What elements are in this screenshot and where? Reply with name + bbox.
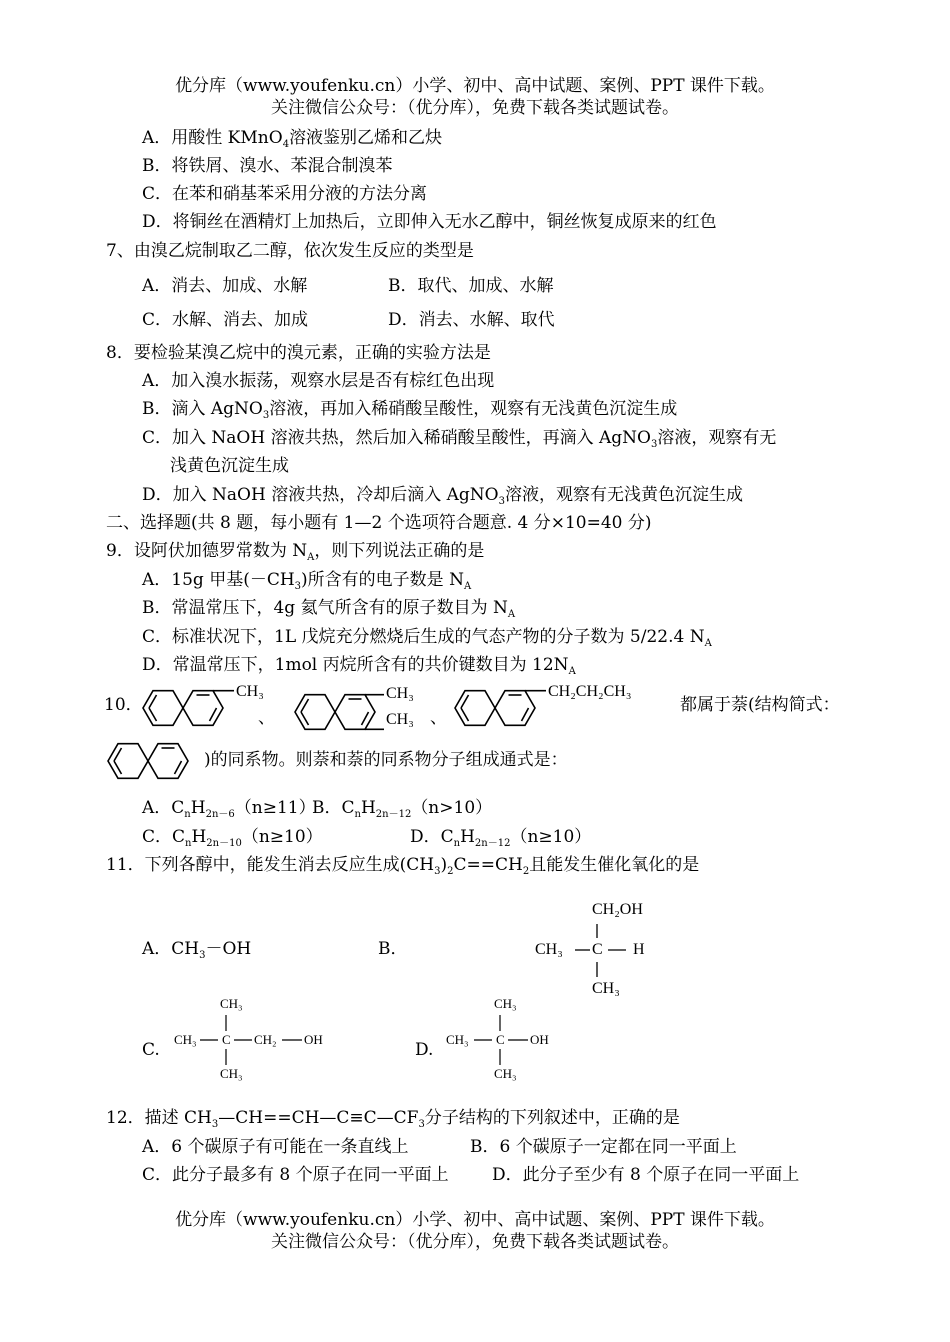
q9-option-d: D．常温常压下，1mol 丙烷所含有的共价键数目为 $12N_A$ <box>142 655 576 677</box>
q8-option-d: D．加入 NaOH 溶液共热，冷却后滴入 AgNO$_3$溶液，观察有无浅黄色沉淀生成 <box>142 485 743 507</box>
q6-option-b: B．将铁屑、溴水、苯混合制溴苯 <box>142 156 393 176</box>
q9-stem: 9．设阿伏加德罗常数为 $N_A$，则下列说法正确的是 <box>106 541 485 563</box>
q8-stem: 8．要检验某溴乙烷中的溴元素，正确的实验方法是 <box>106 343 491 363</box>
q12-option-b: B．6 个碳原子一定都在同一平面上 <box>470 1137 737 1157</box>
q11-d-center-carbon: C <box>496 1032 505 1047</box>
footer-line-1: 优分库（www.youfenku.cn）小学、初中、高中试题、案例、PPT 课件下载。 <box>175 1210 775 1230</box>
q11-c-bonds <box>196 1013 316 1073</box>
q8-option-b: B．滴入 AgNO$_3$溶液，再加入稀硝酸呈酸性，观察有无浅黄色沉淀生成 <box>142 399 678 421</box>
q11-d-right-group: OH <box>530 1032 549 1047</box>
q11-d-bonds <box>470 1013 540 1073</box>
q10-structure-2-substituent-top: CH₃ <box>386 685 414 702</box>
q8-option-c: C．加入 NaOH 溶液共热，然后加入稀硝酸呈酸性，再滴入 AgNO$_3$溶液，观察有无 <box>142 428 777 450</box>
q12-option-a: A．6 个碳原子有可能在一条直线上 <box>142 1137 409 1157</box>
header-line-2: 关注微信公众号：（优分库），免费下载各类试题试卷。 <box>271 98 679 118</box>
q11-c-center-carbon: C <box>222 1032 231 1047</box>
q8-option-a: A．加入溴水振荡，观察水层是否有棕红色出现 <box>142 371 495 391</box>
q11-d-bottom-group: CH₃ <box>494 1066 517 1081</box>
q10-option-a: A．$C_nH_{2n-6}(n\ge 11)$ <box>142 798 316 820</box>
q11-option-d-label: D. <box>415 1040 434 1060</box>
q10-option-d: D．$C_nH_{2n-12}(n\ge 10)$ <box>410 827 592 849</box>
q11-b-bottom-group: CH₃ <box>592 980 620 997</box>
q9-option-b: B．常温常压下，4g 氦气所含有的原子数目为 $N_A$ <box>142 598 516 620</box>
q11-d-top-group: CH₃ <box>494 996 517 1011</box>
q11-d-left-group: CH₃ <box>446 1032 469 1047</box>
q11-c-left-group: CH₃ <box>174 1032 197 1047</box>
naphthalene-propyl-structure <box>450 680 560 736</box>
q11-c-bottom-group: CH₃ <box>220 1066 243 1081</box>
q10-structure-2-substituent-bottom: CH₃ <box>386 711 414 728</box>
q11-b-right-group: H <box>633 941 645 958</box>
q9-option-c: C．标准状况下，1L 戊烷充分燃烧后生成的气态产物的分子数为 5/22.4 $N_A$ <box>142 627 712 649</box>
q10-stem-line2: )的同系物。则萘和萘的同系物分子组成通式是： <box>204 750 568 770</box>
header-line-1: 优分库（www.youfenku.cn）小学、初中、高中试题、案例、PPT 课件下载。 <box>175 76 775 96</box>
q7-stem: 7、由溴乙烷制取乙二醇，依次发生反应的类型是 <box>106 241 474 261</box>
q11-c-right-group: CH₂ <box>254 1032 277 1047</box>
q10-separator-1: 、 <box>258 708 275 728</box>
section2-title: 二、选择题(共 8 题，每小题有 1—2 个选项符合题意. 4 分×10=40 分) <box>106 513 652 533</box>
q7-option-d: D．消去、水解、取代 <box>388 310 555 330</box>
naphthalene-structure <box>104 736 204 786</box>
q12-option-c: C．此分子最多有 8 个原子在同一平面上 <box>142 1165 449 1185</box>
q7-option-c: C．水解、消去、加成 <box>142 310 309 330</box>
q11-b-left-group: CH₃ <box>535 941 563 958</box>
q7-option-a: A．消去、加成、水解 <box>142 276 308 296</box>
q10-stem-end: 都属于萘(结构简式： <box>680 695 840 715</box>
footer-line-2: 关注微信公众号：（优分库），免费下载各类试题试卷。 <box>271 1232 679 1252</box>
q10-structure-1-substituent: CH₃ <box>236 683 264 700</box>
q7-option-b: B．取代、加成、水解 <box>388 276 554 296</box>
q10-option-c: C．$C_nH_{2n-10}(n\ge 10)$ <box>142 827 323 849</box>
q6-option-c: C．在苯和硝基苯采用分液的方法分离 <box>142 184 428 204</box>
q11-option-a: A．$CH_3-OH$ <box>142 939 252 961</box>
q11-b-center-carbon: C <box>592 941 603 958</box>
q10-option-b: B．$C_nH_{2n-12}(n>10)$ <box>312 798 493 820</box>
q9-option-a: A．15g 甲基$(-CH_3)$所含有的电子数是 $N_A$ <box>142 570 472 592</box>
q6-option-a: A．用酸性 KMnO$_4$溶液鉴别乙烯和乙炔 <box>142 128 443 150</box>
q11-stem: 11．下列各醇中，能发生消去反应生成$(CH_3)_2C==CH_2$且能发生催化氧化的是 <box>106 855 700 877</box>
q12-stem: 12．描述 $CH_3—CH==CH—C\equiv C—CF_3$分子结构的下列叙述中，正确的是 <box>106 1108 680 1130</box>
q11-option-c-label: C. <box>142 1040 160 1060</box>
q10-separator-2: 、 <box>430 708 447 728</box>
q8-option-c-cont: 浅黄色沉淀生成 <box>170 456 289 476</box>
q6-option-d: D．将铜丝在酒精灯上加热后，立即伸入无水乙醇中，铜丝恢复成原来的红色 <box>142 212 717 232</box>
q11-c-hydroxyl: OH <box>304 1032 323 1047</box>
q11-b-top-group: CH₂OH <box>592 901 643 918</box>
q10-structure-3-substituent: CH₂CH₂CH₃ <box>548 683 632 700</box>
q12-option-d: D．此分子至少有 8 个原子在同一平面上 <box>492 1165 800 1185</box>
q11-b-bonds <box>570 922 640 982</box>
q11-c-top-group: CH₃ <box>220 996 243 1011</box>
q11-option-b-label: B． <box>378 939 408 959</box>
q10-number: 10． <box>104 695 143 715</box>
